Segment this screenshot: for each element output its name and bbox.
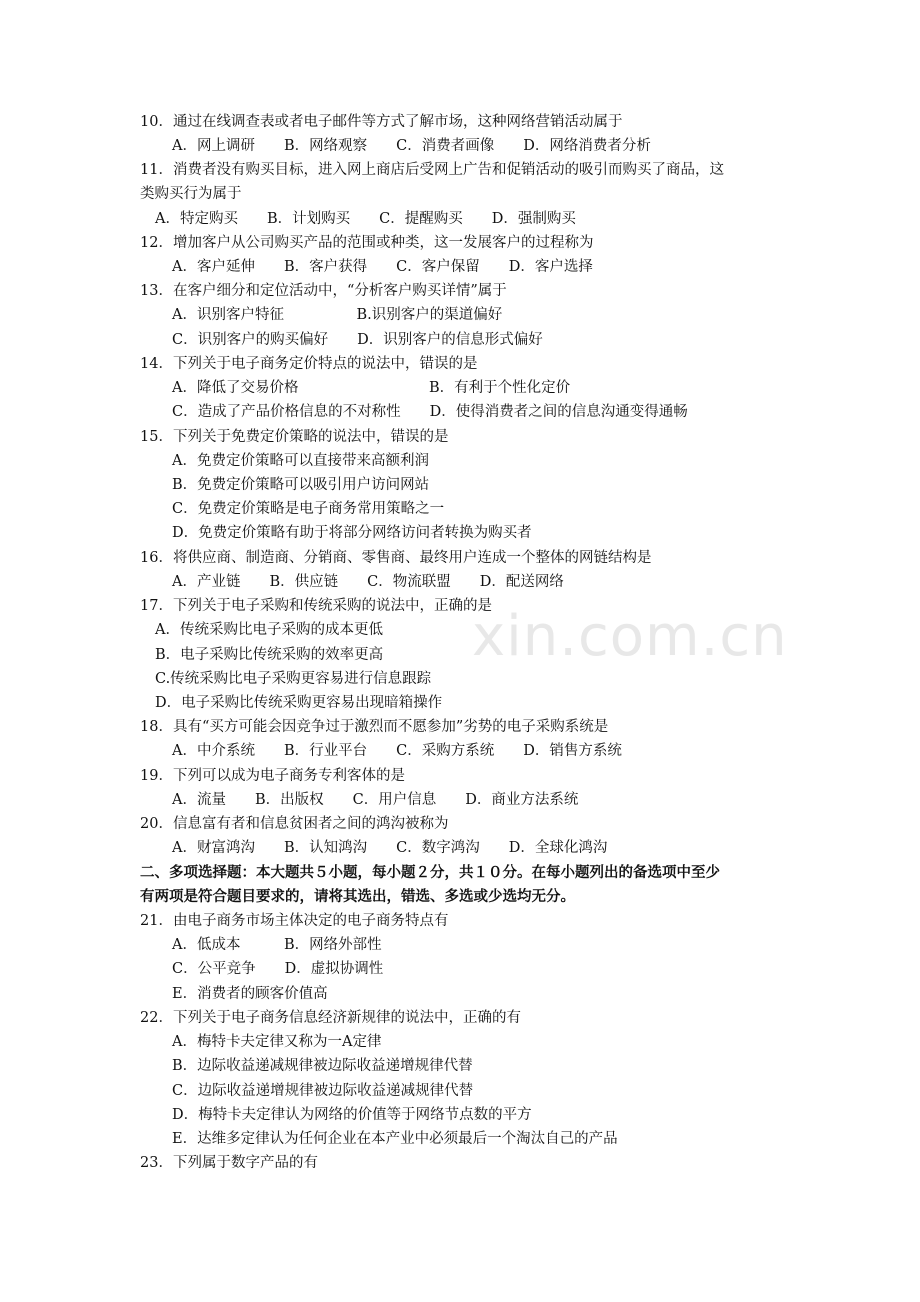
question-17-option-a: A．传统采购比电子采购的成本更低 (155, 622, 383, 638)
question-17-option-d: D．电子采购比传统采购更容易出现暗箱操作 (155, 695, 443, 711)
watermark: xin.com.cn (472, 604, 788, 669)
question-21-options-cd: C．公平竞争 D．虚拟协调性 (172, 961, 384, 977)
question-22: 22．下列关于电子商务信息经济新规律的说法中，正确的有 (140, 1010, 521, 1026)
question-22-option-c: C．边际收益递增规律被边际收益递减规律代替 (172, 1083, 474, 1099)
question-12-options: A．客户延伸 B．客户获得 C．客户保留 D．客户选择 (172, 259, 593, 275)
question-10-options: A．网上调研 B．网络观察 C．消费者画像 D．网络消费者分析 (172, 138, 651, 154)
question-17-option-b: B．电子采购比传统采购的效率更高 (155, 647, 384, 663)
section-2-heading-cont: 有两项是符合题目要求的，请将其选出，错选、多选或少选均无分。 (140, 888, 575, 905)
question-22-option-e: E．达维多定律认为任何企业在本产业中必须最后一个淘汰自己的产品 (172, 1131, 618, 1147)
section-2-heading: 二、多项选择题：本大题共５小题，每小题２分，共１０分。在每小题列出的备选项中至少 (140, 864, 720, 881)
question-13: 13．在客户细分和定位活动中，“分析客户购买详情”属于 (140, 283, 507, 299)
question-22-option-d: D．梅特卡夫定律认为网络的价值等于网络节点数的平方 (172, 1107, 532, 1123)
question-20-options: A．财富鸿沟 B．认知鸿沟 C．数字鸿沟 D．全球化鸿沟 (172, 840, 608, 856)
question-20: 20．信息富有者和信息贫困者之间的鸿沟被称为 (140, 816, 449, 832)
question-14-options-ab: A．降低了交易价格 B．有利于个性化定价 (172, 380, 571, 396)
question-21-option-e: E．消费者的顾客价值高 (172, 986, 328, 1002)
question-15: 15．下列关于免费定价策略的说法中，错误的是 (140, 429, 449, 445)
question-15-option-d: D．免费定价策略有助于将部分网络访问者转换为购买者 (172, 525, 532, 541)
question-11-options: A．特定购买 B．计划购买 C．提醒购买 D．强制购买 (155, 211, 576, 227)
question-15-option-a: A．免费定价策略可以直接带来高额利润 (172, 453, 429, 469)
question-17: 17．下列关于电子采购和传统采购的说法中，正确的是 (140, 598, 492, 614)
question-18-options: A．中介系统 B．行业平台 C．采购方系统 D．销售方系统 (172, 743, 622, 759)
question-11: 11．消费者没有购买目标，进入网上商店后受网上广告和促销活动的吸引而购买了商品，这 (140, 162, 724, 178)
question-17-option-c: C.传统采购比电子采购更容易进行信息跟踪 (155, 671, 432, 687)
question-13-options-ab: A．识别客户特征 B.识别客户的渠道偏好 (172, 307, 503, 323)
question-22-option-a: A．梅特卡夫定律又称为一A定律 (172, 1034, 382, 1050)
question-13-options-cd: C．识别客户的购买偏好 D．识别客户的信息形式偏好 (172, 332, 543, 348)
question-12: 12．增加客户从公司购买产品的范围或种类，这一发展客户的过程称为 (140, 235, 594, 251)
question-16-options: A．产业链 B．供应链 C．物流联盟 D．配送网络 (172, 574, 564, 590)
question-22-option-b: B．边际收益递减规律被边际收益递增规律代替 (172, 1058, 473, 1074)
question-15-option-c: C．免费定价策略是电子商务常用策略之一 (172, 501, 445, 517)
question-15-option-b: B．免费定价策略可以吸引用户访问网站 (172, 477, 430, 493)
question-16: 16．将供应商、制造商、分销商、零售商、最终用户连成一个整体的网链结构是 (140, 550, 652, 566)
question-21-options-ab: A．低成本 B．网络外部性 (172, 937, 382, 953)
question-23: 23．下列属于数字产品的有 (140, 1155, 318, 1171)
question-10: 10．通过在线调查表或者电子邮件等方式了解市场，这种网络营销活动属于 (140, 114, 623, 130)
question-21: 21．由电子商务市场主体决定的电子商务特点有 (140, 913, 449, 929)
question-18: 18．具有“买方可能会因竞争过于激烈而不愿参加”劣势的电子采购系统是 (140, 719, 609, 735)
question-14-options-cd: C．造成了产品价格信息的不对称性 D．使得消费者之间的信息沟通变得通畅 (172, 404, 688, 420)
question-14: 14．下列关于电子商务定价特点的说法中，错误的是 (140, 356, 478, 372)
question-19-options: A．流量 B．出版权 C．用户信息 D．商业方法系统 (172, 792, 579, 808)
question-19: 19．下列可以成为电子商务专利客体的是 (140, 768, 405, 784)
question-11-cont: 类购买行为属于 (140, 186, 242, 202)
